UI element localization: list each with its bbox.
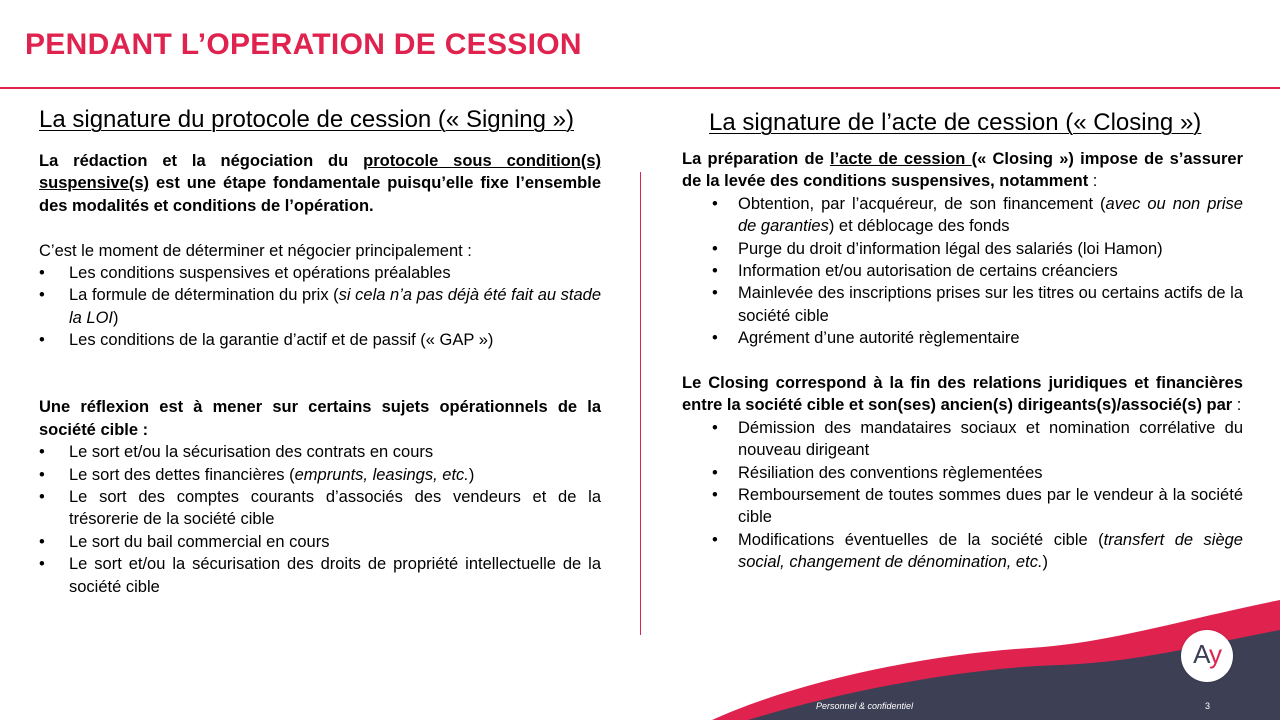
operational-topics-heading: Une réflexion est à mener sur certains sujets opérationnels de la société cible :: [39, 398, 601, 439]
list-item: • Information et/ou autorisation de certains créanciers: [682, 260, 1243, 282]
list-item: • Résiliation des conventions règlementées: [682, 462, 1243, 484]
list-item: • Les conditions de la garantie d’actif et de passif (« GAP »): [39, 329, 601, 351]
logo-letter-y: y: [1208, 639, 1221, 669]
list-item: • Agrément d’une autorité règlementaire: [682, 327, 1243, 349]
list-item: • Modifications éventuelles de la société cible (transfert de siège social, changement de dénomination, etc.): [682, 529, 1243, 574]
logo-letter-a: A: [1193, 639, 1209, 669]
footer-confidential: Personnel & confidentiel: [816, 701, 914, 711]
signing-intro: La rédaction et la négociation du protocole sous condition(s) suspensive(s) est une étape fondamentale puisqu’elle fixe l’ensemble des modalités et conditions de l’opération.: [39, 152, 601, 215]
closing-definition: Le Closing correspond à la fin des relations juridiques et financières entre la société cible et son(ses) ancien(s) dirigeants(s)/associé(s) par :: [682, 374, 1243, 415]
list-item: • Purge du droit d’information légal des salariés (loi Hamon): [682, 238, 1243, 260]
list-item: • Obtention, par l’acquéreur, de son financement (avec ou non prise de garanties) et déblocage des fonds: [682, 193, 1243, 238]
list-item: • Remboursement de toutes sommes dues par le vendeur à la société cible: [682, 484, 1243, 529]
list-item: • Le sort des dettes financières (emprunts, leasings, etc.): [39, 464, 601, 486]
list-item: • Mainlevée des inscriptions prises sur les titres ou certains actifs de la société cible: [682, 282, 1243, 327]
list-item: • Le sort et/ou la sécurisation des droits de propriété intellectuelle de la société cible: [39, 553, 601, 598]
closing-intro: La préparation de l’acte de cession (« Closing ») impose de s’assurer de la levée des conditions suspensives, notamment :: [682, 150, 1244, 191]
list-item: • Les conditions suspensives et opérations préalables: [39, 262, 601, 284]
list-item: • Le sort du bail commercial en cours: [39, 531, 601, 553]
list-item: • Le sort et/ou la sécurisation des contrats en cours: [39, 441, 601, 463]
list-item: • La formule de détermination du prix (si cela n’a pas déjà été fait au stade la LOI): [39, 284, 601, 329]
slide-title: PENDANT L’OPERATION DE CESSION: [25, 28, 582, 61]
list-item: • Le sort des comptes courants d’associés des vendeurs et de la trésorerie de la société cible: [39, 486, 601, 531]
signing-heading: La signature du protocole de cession (« Signing »): [39, 106, 575, 133]
company-logo: [1181, 630, 1233, 682]
closing-heading: La signature de l’acte de cession (« Closing »): [709, 109, 1202, 136]
page-number: 3: [1205, 701, 1211, 711]
negotiation-lead: C’est le moment de déterminer et négocier principalement :: [39, 241, 472, 260]
list-item: • Démission des mandataires sociaux et nomination corrélative du nouveau dirigeant: [682, 417, 1243, 462]
